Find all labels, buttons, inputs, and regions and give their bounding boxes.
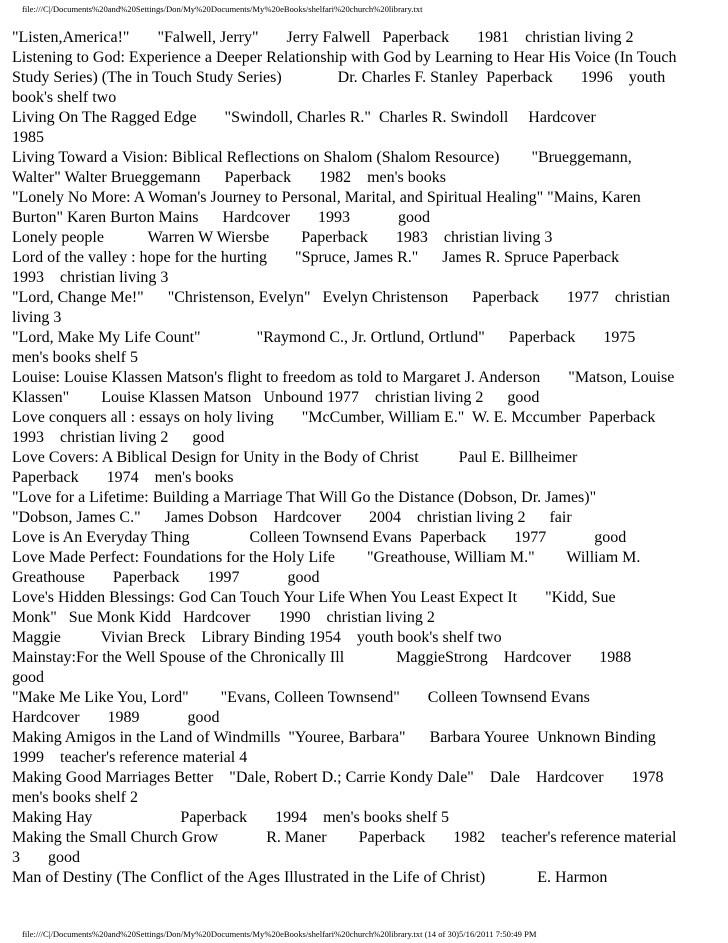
text-line: Love Made Perfect: Foundations for the Holy Life "Greathouse, William M." William M. bbox=[12, 549, 641, 566]
text-line: men's books shelf 2 bbox=[12, 789, 138, 806]
text-line: Making Good Marriages Better "Dale, Robert D.; Carrie Kondy Dale" Dale Hardcover 1978 bbox=[12, 769, 664, 786]
text-line: Burton" Karen Burton Mains Hardcover 1993 good bbox=[12, 209, 431, 226]
text-line: Lonely people Warren W Wiersbe Paperback 1983 christian living 3 bbox=[12, 229, 553, 246]
text-line: 1999 teacher's reference material 4 bbox=[12, 749, 248, 766]
text-line: Louise: Louise Klassen Matson's flight to freedom as told to Margaret J. Anderson "Matson, Louise bbox=[12, 369, 675, 386]
text-line: "Lord, Make My Life Count" "Raymond C., Jr. Ortlund, Ortlund" Paperback 1975 bbox=[12, 329, 636, 346]
text-line: Hardcover 1989 good bbox=[12, 709, 220, 726]
text-line: Study Series) (The in Touch Study Series) Dr. Charles F. Stanley Paperback 1996 youth bbox=[12, 69, 666, 86]
text-line: Klassen" Louise Klassen Matson Unbound 1977 christian living 2 good bbox=[12, 389, 540, 406]
document-body bbox=[12, 28, 724, 888]
text-line: Making Amigos in the Land of Windmills "Youree, Barbara" Barbara Youree Unknown Binding bbox=[12, 729, 656, 746]
page-footer: file:///C|/Documents%20and%20Settings/Don/My%20Documents/My%20eBooks/shelfari%20church%20library.txt (14 of 30)5/16/2011 7:50:49 PM bbox=[22, 929, 537, 939]
text-line: 1993 christian living 3 bbox=[12, 269, 169, 286]
page-header-path: file:///C|/Documents%20and%20Settings/Don/My%20Documents/My%20eBooks/shelfari%20church%20library.txt bbox=[22, 4, 423, 14]
text-line: Listening to God: Experience a Deeper Relationship with God by Learning to Hear His Voice (In Touch bbox=[12, 49, 677, 66]
text-line: Love Covers: A Biblical Design for Unity in the Body of Christ Paul E. Billheimer bbox=[12, 449, 578, 466]
text-line: Paperback 1974 men's books bbox=[12, 469, 234, 486]
text-line: Maggie Vivian Breck Library Binding 1954 youth book's shelf two bbox=[12, 629, 502, 646]
text-line: "Lonely No More: A Woman's Journey to Personal, Marital, and Spiritual Healing" "Mains, Karen bbox=[12, 189, 641, 206]
text-line: Monk" Sue Monk Kidd Hardcover 1990 christian living 2 bbox=[12, 609, 435, 626]
text-line: Making Hay Paperback 1994 men's books shelf 5 bbox=[12, 809, 450, 826]
text-line: "Lord, Change Me!" "Christenson, Evelyn" Evelyn Christenson Paperback 1977 christian bbox=[12, 289, 671, 306]
text-line: Making the Small Church Grow R. Maner Paperback 1982 teacher's reference material bbox=[12, 829, 677, 846]
text-line: Living Toward a Vision: Biblical Reflections on Shalom (Shalom Resource) "Brueggemann, bbox=[12, 149, 632, 166]
text-line: Lord of the valley : hope for the hurting "Spruce, James R." James R. Spruce Paperback bbox=[12, 249, 620, 266]
text-line: living 3 bbox=[12, 309, 62, 326]
text-line: "Listen,America!" "Falwell, Jerry" Jerry Falwell Paperback 1981 christian living 2 bbox=[12, 29, 634, 46]
text-line: Mainstay:For the Well Spouse of the Chronically Ill MaggieStrong Hardcover 1988 bbox=[12, 649, 632, 666]
text-line: Love is An Everyday Thing Colleen Townsend Evans Paperback 1977 good bbox=[12, 529, 627, 546]
text-line: "Love for a Lifetime: Building a Marriage That Will Go the Distance (Dobson, Dr. James)" bbox=[12, 489, 597, 506]
text-line: Love's Hidden Blessings: God Can Touch Your Life When You Least Expect It "Kidd, Sue bbox=[12, 589, 616, 606]
text-line: Greathouse Paperback 1997 good bbox=[12, 569, 320, 586]
text-line: "Make Me Like You, Lord" "Evans, Colleen Townsend" Colleen Townsend Evans bbox=[12, 689, 590, 706]
text-line: Living On The Ragged Edge "Swindoll, Charles R." Charles R. Swindoll Hardcover bbox=[12, 109, 596, 126]
text-line: 1993 christian living 2 good bbox=[12, 429, 225, 446]
text-line: 1985 bbox=[12, 129, 44, 146]
text-line: good bbox=[12, 669, 44, 686]
text-line: "Dobson, James C." James Dobson Hardcover 2004 christian living 2 fair bbox=[12, 509, 572, 526]
text-line: Love conquers all : essays on holy living "McCumber, William E." W. E. Mccumber Paperback bbox=[12, 409, 656, 426]
text-line: 3 good bbox=[12, 849, 80, 866]
text-line: book's shelf two bbox=[12, 89, 117, 106]
text-line: Walter" Walter Brueggemann Paperback 1982 men's books bbox=[12, 169, 446, 186]
text-line: men's books shelf 5 bbox=[12, 349, 138, 366]
text-line: Man of Destiny (The Conflict of the Ages Illustrated in the Life of Christ) E. Harmon bbox=[12, 869, 608, 886]
